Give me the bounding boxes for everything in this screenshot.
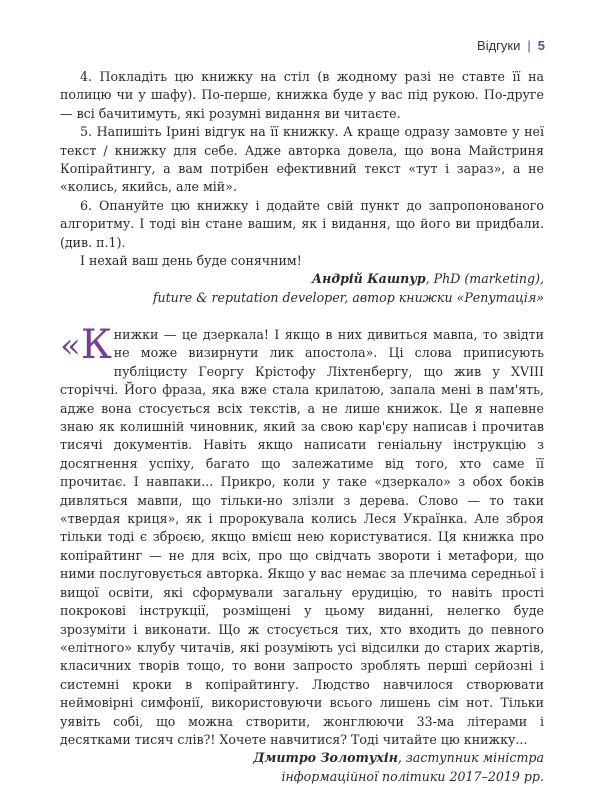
review-paragraph: 4. Покладіть цю книжку на стіл (в жодному разі не ставте її на полицю чи у шафу). По-перше, книжка буде у вас під рукою. По-друге — всі бачитимуть, які розумні видання ви читаєте.: [60, 69, 544, 121]
review-zolotukhin: [60, 322, 544, 786]
review-paragraph: [60, 322, 544, 749]
review-kashpur: [60, 68, 544, 307]
open-quote-mark: «: [60, 326, 81, 366]
drop-cap-letter: К: [80, 322, 112, 368]
author-title: інформаційної політики 2017–2019 рр.: [281, 768, 544, 784]
review-body: нижки — це дзеркала! І якщо в них дивиться мавпа, то звідти не може визирнути лик апостола». Ці слова приписують публіцисту Георгу Крістофу Ліхтенбергу, що жив у XVIII сторіччі. Його фраза, яка вже стала крилатою, запала мені в пам'ять, адже вона стосується всіх текстів, а не лише книжок. Це я напевне знаю як колишній чиновник, який за свою кар'єру написав і прочитав тисячі документів. Навіть якщо написати геніальну інструкцію з досягнення успіху, багато що залежатиме від того, хто саме її прочитає. І навпаки... Прикро, коли у таке «дзеркало» з обох боків дивляться мавпи, що тільки-но злізли з дерева. Слово — то таки «твердая криця», як і пророкувала колись Леся Українка. Але зброя тільки тоді є зброєю, якщо вмієш нею користуватися. Ця книжка про копірайтинг — не для всіх, про що свідчать звороти і метафори, що ними послуговується авторка. Якщо у вас немає за плечима середньої і вищої освіти, які сформували загальну ерудицію, то навіть прості покрокові інструкції, розміщені у цьому виданні, нелегко буде зрозуміти і виконати. Що ж стосується тих, хто входить до певного «елітного» клубу читачів, які розуміють усі відсилки до старих жартів, класичних творів тощо, то вони запросто зроблять перші серйозні і системні кроки в копірайтингу. Людство навчилося створювати неймовірні симфонії, використовуючи всього лишень сім нот. Тільки уявіть собі, що можна створити, жонглюючи 33-ма літерами і десятками тисяч слів?! Хочете навчитися? Тоді читайте цю книжку...: [60, 327, 544, 747]
review-signature: [60, 270, 544, 307]
page-number: 5: [537, 38, 545, 53]
review-paragraph: 5. Напишіть Ірині відгук на її книжку. А краще одразу замовте у неї текст / книжку для себе. Адже авторка довела, що вона Майстриня Копірайтингу, а вам потрібен ефективний текст «тут і зараз», а не «колись, якийсь, але мій».: [60, 124, 544, 195]
running-header: [477, 38, 545, 53]
author-title: , PhD (marketing),: [425, 271, 544, 287]
header-separator: |: [527, 38, 531, 53]
author-title: , заступник міністра: [397, 750, 544, 766]
author-name: Дмитро Золотухін: [253, 750, 398, 766]
review-paragraph: І нехай ваш день буде сонячним!: [80, 253, 302, 269]
review-paragraph: 6. Опануйте цю книжку і додайте свій пункт до запропонованого алгоритму. І тоді він стане вашим, як і видання, що його ви придбали. (див. п.1).: [60, 197, 544, 250]
drop-cap: [60, 322, 112, 368]
author-name: Андрій Кашпур: [311, 271, 426, 287]
review-signature: [60, 749, 544, 786]
author-title: future & reputation developer, автор книжки «Репутація»: [152, 289, 544, 305]
section-title: Відгуки: [477, 38, 521, 53]
